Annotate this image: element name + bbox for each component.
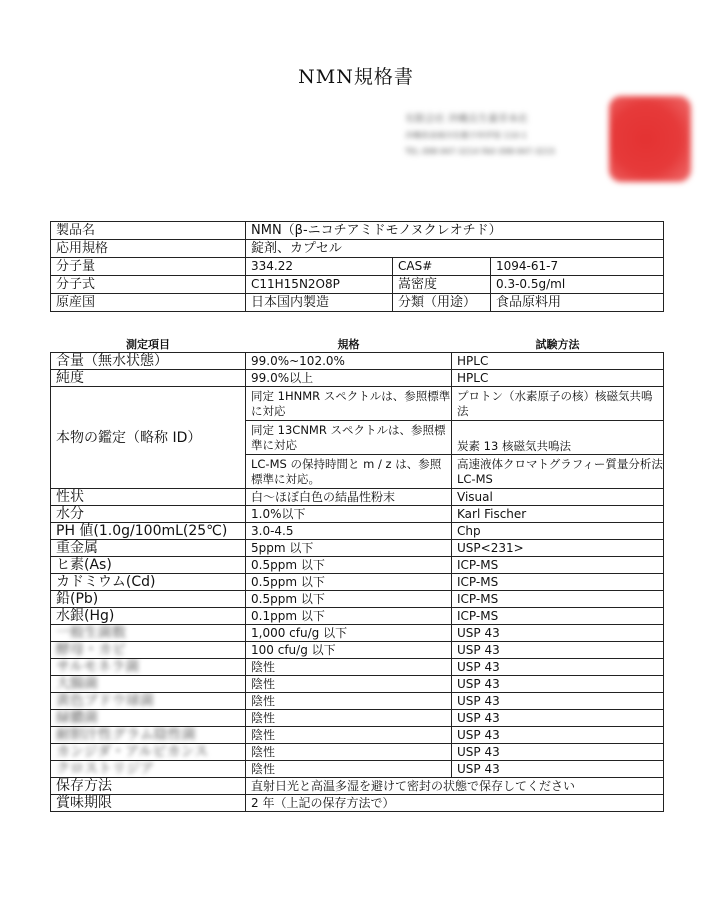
storage-value: 直射日光と高温多湿を避けて密封の状態で保存してください	[246, 778, 664, 795]
table-row	[51, 642, 664, 659]
product-name-label: 製品名	[51, 222, 246, 240]
table-row	[51, 778, 664, 795]
redacted-item-name: 黄色ブドウ球菌	[56, 693, 154, 709]
method-content: HPLC	[452, 353, 664, 370]
bulk-density-label: 嵩密度	[393, 276, 491, 294]
table-row	[51, 744, 664, 761]
test-item	[51, 625, 246, 642]
spec-content: 99.0%~102.0%	[246, 353, 452, 370]
test-item: 鉛(Pb)	[51, 591, 246, 608]
redacted-item-name: 酵母・カビ	[56, 642, 126, 658]
method-value: Visual	[452, 489, 664, 506]
redacted-item-name: 一般生菌数	[56, 625, 126, 641]
spec-value: 1,000 cfu/g 以下	[246, 625, 452, 642]
table-row	[51, 294, 664, 312]
spec-value: 0.5ppm 以下	[246, 574, 452, 591]
test-item: 水分	[51, 506, 246, 523]
test-item	[51, 710, 246, 727]
redacted-item-name: カンジダ・アルビカンス	[56, 744, 209, 760]
test-item	[51, 744, 246, 761]
method-value: USP 43	[452, 676, 664, 693]
company-name: 有限会社 沖縄長生薬草本社	[405, 114, 529, 125]
product-name-value: NMN（β-ニコチアミドモノヌクレオチド）	[246, 222, 664, 240]
table-row	[51, 222, 664, 240]
header-specification: 規格	[337, 338, 360, 351]
test-item: PH 値(1.0g/100mL(25℃)	[51, 523, 246, 540]
company-info	[405, 110, 617, 156]
method-id-13cnmr: 炭素 13 核磁気共鳴法	[452, 421, 664, 455]
test-item	[51, 659, 246, 676]
method-value: USP 43	[452, 727, 664, 744]
spec-value: 陰性	[246, 727, 452, 744]
table-row	[51, 574, 664, 591]
origin-value: 日本国内製造	[246, 294, 393, 312]
bulk-density-value: 0.3-0.5g/ml	[491, 276, 664, 294]
method-value: USP 43	[452, 710, 664, 727]
company-seal-stamp	[609, 96, 691, 182]
table-row	[51, 761, 664, 778]
spec-value: 0.5ppm 以下	[246, 557, 452, 574]
spec-value: 3.0-4.5	[246, 523, 452, 540]
category-label: 分類（用途）	[393, 294, 491, 312]
test-item	[51, 676, 246, 693]
spec-value: 1.0%以下	[246, 506, 452, 523]
method-value: USP 43	[452, 693, 664, 710]
table-row	[51, 523, 664, 540]
test-item	[51, 693, 246, 710]
redacted-item-name: 緑膿菌	[56, 710, 98, 726]
spec-value: 陰性	[246, 744, 452, 761]
origin-label: 原産国	[51, 294, 246, 312]
spec-value: 5ppm 以下	[246, 540, 452, 557]
method-value: USP 43	[452, 625, 664, 642]
spec-id-13cnmr: 同定 13CNMR スペクトルは、参照標準に対応	[246, 421, 452, 455]
table-row	[51, 489, 664, 506]
table-header-row	[51, 336, 664, 353]
spec-id-lcms: LC-MS の保持時間と m / z は、参照標準に対応。	[246, 455, 452, 489]
company-address: 沖縄県南城市佐敷字仲伊保 110-1	[405, 131, 527, 140]
header-test-item: 測定項目	[126, 338, 170, 351]
method-value: Chp	[452, 523, 664, 540]
table-row	[51, 506, 664, 523]
method-value: USP 43	[452, 642, 664, 659]
spec-value: 白～ほぼ白色の結晶性粉末	[246, 489, 452, 506]
method-value: USP 43	[452, 761, 664, 778]
method-value: Karl Fischer	[452, 506, 664, 523]
application-spec-label: 応用規格	[51, 240, 246, 258]
method-value: ICP-MS	[452, 557, 664, 574]
item-content: 含量（無水状態）	[51, 353, 246, 370]
spec-value: 100 cfu/g 以下	[246, 642, 452, 659]
table-row	[51, 557, 664, 574]
table-row	[51, 659, 664, 676]
test-item	[51, 761, 246, 778]
spec-value: 陰性	[246, 710, 452, 727]
item-shelf-life: 賞味期限	[51, 795, 246, 812]
category-value: 食品原料用	[491, 294, 664, 312]
table-row	[51, 727, 664, 744]
table-row	[51, 693, 664, 710]
method-value: USP 43	[452, 744, 664, 761]
item-purity: 純度	[51, 370, 246, 387]
molecular-weight-label: 分子量	[51, 258, 246, 276]
method-value: USP 43	[452, 659, 664, 676]
spec-value: 陰性	[246, 676, 452, 693]
cas-value: 1094-61-7	[491, 258, 664, 276]
header-test-method: 試験方法	[535, 338, 580, 351]
test-item: ヒ素(As)	[51, 557, 246, 574]
table-row	[51, 387, 664, 421]
application-spec-value: 錠剤、カプセル	[246, 240, 664, 258]
shelf-life-value: 2 年（上記の保存方法で）	[246, 795, 664, 812]
redacted-item-name: サルモネラ菌	[56, 659, 140, 675]
method-id-lcms: 高速液体クロマトグラフィー質量分析法 LC-MS	[452, 455, 664, 489]
redacted-item-name: 耐胆汁性グラム陰性菌	[56, 727, 196, 743]
table-row	[51, 276, 664, 294]
table-row	[51, 240, 664, 258]
spec-value: 0.1ppm 以下	[246, 608, 452, 625]
method-value: USP<231>	[452, 540, 664, 557]
spec-id-1hnmr: 同定 1HNMR スペクトルは、参照標準に対応	[246, 387, 452, 421]
company-contact: TEL 098-947-3214 FAX 098-947-3215	[405, 147, 556, 156]
test-item: カドミウム(Cd)	[51, 574, 246, 591]
document-title: NMN規格書	[298, 66, 414, 88]
method-value: ICP-MS	[452, 574, 664, 591]
method-id-1hnmr: プロトン（水素原子の核）核磁気共鳴法	[452, 387, 664, 421]
table-row	[51, 625, 664, 642]
method-value: ICP-MS	[452, 591, 664, 608]
product-info-table	[50, 221, 664, 312]
table-row	[51, 370, 664, 387]
cas-label: CAS#	[393, 258, 491, 276]
molecular-weight-value: 334.22	[246, 258, 393, 276]
test-item: 水銀(Hg)	[51, 608, 246, 625]
method-value: ICP-MS	[452, 608, 664, 625]
redacted-item-name: 大腸菌	[56, 676, 98, 692]
redacted-item-name: クロストリジア	[56, 761, 154, 777]
spec-value: 陰性	[246, 693, 452, 710]
item-storage: 保存方法	[51, 778, 246, 795]
molecular-formula-label: 分子式	[51, 276, 246, 294]
spec-value: 陰性	[246, 659, 452, 676]
table-row	[51, 540, 664, 557]
table-row	[51, 353, 664, 370]
item-identification: 本物の鑑定（略称 ID）	[51, 387, 246, 489]
table-row	[51, 710, 664, 727]
test-item	[51, 642, 246, 659]
table-row	[51, 676, 664, 693]
specification-table	[50, 336, 664, 812]
spec-value: 陰性	[246, 761, 452, 778]
table-row	[51, 591, 664, 608]
spec-value: 0.5ppm 以下	[246, 591, 452, 608]
test-item: 性状	[51, 489, 246, 506]
spec-purity: 99.0%以上	[246, 370, 452, 387]
table-row	[51, 608, 664, 625]
molecular-formula-value: C11H15N2O8P	[246, 276, 393, 294]
table-row	[51, 258, 664, 276]
test-item	[51, 727, 246, 744]
method-purity: HPLC	[452, 370, 664, 387]
table-row	[51, 795, 664, 812]
test-item: 重金属	[51, 540, 246, 557]
